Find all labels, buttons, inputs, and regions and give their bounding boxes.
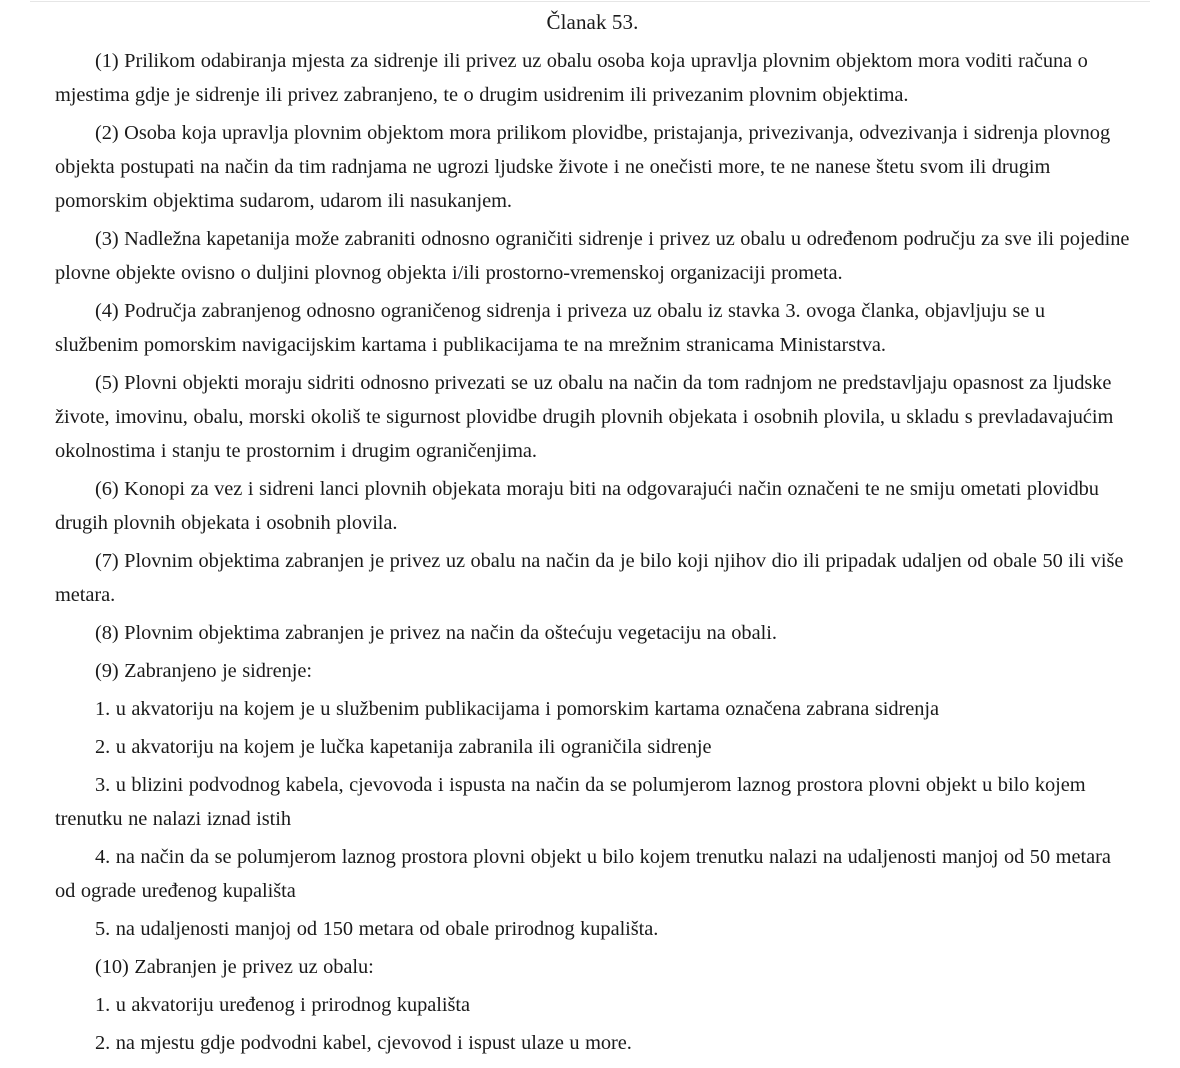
- paragraph-8: (8) Plovnim objektima zabranjen je privez na način da oštećuju vegetaciju na obali.: [95, 622, 777, 644]
- paragraph-3: (3) Nadležna kapetanija može zabraniti odnosno ograničiti sidrenje i privez uz obalu u određenom području za sve ili pojedine plovne objekte ovisno o duljini plovnog objekta i/ili prostorno-vremenskoj organizaciji prometa.: [55, 228, 1130, 284]
- top-divider: [30, 1, 1150, 2]
- list-item-9-5: 5. na udaljenosti manjoj od 150 metara od obale prirodnog kupališta.: [95, 918, 659, 940]
- paragraph-5: (5) Plovni objekti moraju sidriti odnosno privezati se uz obalu na način da tom radnjom ne predstavljaju opasnost za ljudske živote, imovinu, obalu, morski okoliš te sigurnost plovidbe drugih plovnih objekata i osobnih plovila, u skladu s prevladavajućim okolnostima i stanju te prostornim i drugim ograničenjima.: [55, 372, 1114, 462]
- list-item-9-2: 2. u akvatoriju na kojem je lučka kapetanija zabranila ili ograničila sidrenje: [95, 736, 712, 758]
- paragraph-1: (1) Prilikom odabiranja mjesta za sidrenje ili privez uz obalu osoba koja upravlja plovnim objektom mora voditi računa o mjestima gdje je sidrenje ili privez zabranjeno, te o drugim usidrenim ili privezanim plovnim objektima.: [55, 50, 1088, 106]
- article-title: Članak 53.: [546, 10, 639, 34]
- list-item-9-4: 4. na način da se polumjerom laznog prostora plovni objekt u bilo kojem trenutku nalazi na udaljenosti manjoj od 50 metara od ograde uređenog kupališta: [55, 846, 1111, 902]
- paragraph-4: (4) Područja zabranjenog odnosno ograničenog sidrenja i priveza uz obalu iz stavka 3. ovoga članka, objavljuju se u službenim pomorskim navigacijskim kartama i publikacijama te na mrežnim stranicama Ministarstva.: [55, 300, 1046, 356]
- paragraph-10-heading: (10) Zabranjen je privez uz obalu:: [95, 956, 374, 978]
- paragraph-9-heading: (9) Zabranjeno je sidrenje:: [95, 660, 312, 682]
- list-item-10-2: 2. na mjestu gdje podvodni kabel, cjevovod i ispust ulaze u more.: [95, 1032, 632, 1054]
- paragraph-7: (7) Plovnim objektima zabranjen je privez uz obalu na način da je bilo koji njihov dio ili pripadak udaljen od obale 50 ili više metara.: [55, 550, 1124, 606]
- list-item-9-1: 1. u akvatoriju na kojem je u službenim publikacijama i pomorskim kartama označena zabrana sidrenja: [95, 698, 940, 720]
- paragraph-2: (2) Osoba koja upravlja plovnim objektom mora prilikom plovidbe, pristajanja, privezivanja, odvezivanja i sidrenja plovnog objekta postupati na način da tim radnjama ne ugrozi ljudske živote i ne onečisti more, te ne nanese štetu svom ili drugim pomorskim objektima sudarom, udarom ili nasukanjem.: [55, 122, 1111, 212]
- list-item-10-1: 1. u akvatoriju uređenog i prirodnog kupališta: [95, 994, 471, 1016]
- paragraph-6: (6) Konopi za vez i sidreni lanci plovnih objekata moraju biti na odgovarajući način označeni te ne smiju ometati plovidbu drugih plovnih objekata i osobnih plovila.: [55, 478, 1099, 534]
- list-item-9-3: 3. u blizini podvodnog kabela, cjevovoda i ispusta na način da se polumjerom laznog prostora plovni objekt u bilo kojem trenutku ne nalazi iznad istih: [55, 774, 1086, 830]
